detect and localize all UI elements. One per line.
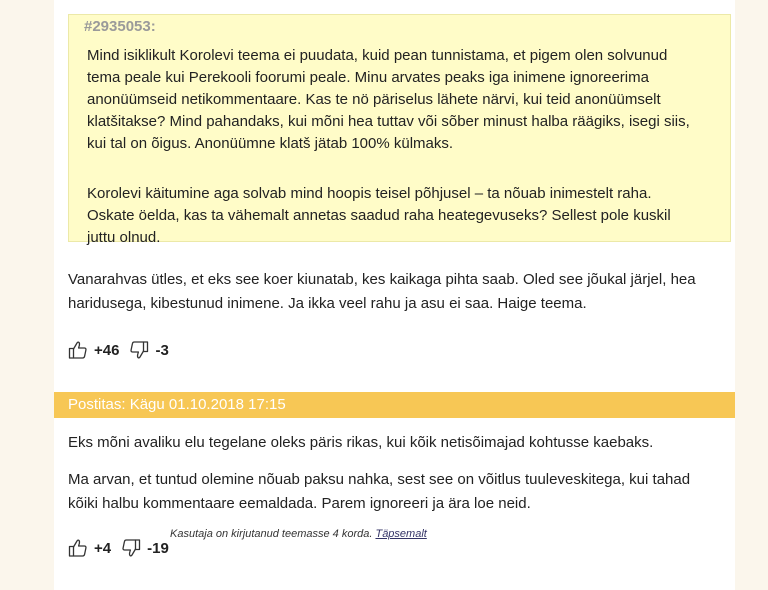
post-count-text: Kasutaja on kirjutanud teemasse 4 korda. bbox=[170, 528, 373, 540]
post-paragraph-1: Eks mõni avaliku elu tegelane oleks päris rikas, kui kõik netisõimajad kohtusse kaebaks. bbox=[68, 434, 654, 451]
quoted-post bbox=[68, 14, 731, 246]
upvote-count: +4 bbox=[94, 539, 112, 557]
post-votes bbox=[68, 340, 179, 360]
thumbs-down-icon[interactable] bbox=[121, 538, 141, 558]
thumbs-up-icon[interactable] bbox=[68, 340, 88, 360]
post-body: Vanarahvas ütles, et eks see koer kiunatab, kes kaikaga pihta saab. Oled see jõukal järjel, hea haridusega, kibestunud inimene. Ja ikka veel rahu ja asu ei saa. Haige teema. bbox=[68, 271, 696, 312]
forum-thread bbox=[54, 0, 735, 590]
details-link[interactable]: Täpsemalt bbox=[375, 528, 427, 540]
post-meta bbox=[170, 528, 427, 540]
post-author-date: Postitas: Kägu 01.10.2018 17:15 bbox=[68, 396, 286, 413]
quote-id[interactable]: #2935053: bbox=[84, 18, 156, 35]
quote-paragraph-1: Mind isiklikult Korolevi teema ei puudata, kuid pean tunnistama, et pigem olen solvunud tema peale kui Perekooli foorumi peale. Minu arvates peaks iga inimene ignoreerima anonüümseid netikommentaare. Kas te nö päriselus lähete närvi, kui teid anonüümselt klatšitakse? Mind pahandaks, kui mõni hea tuttav või sõber minust halba räägiks, isegi siis, kui tal on õigus. Anonüümne klatš jätab 100% külmaks. bbox=[87, 47, 690, 152]
post-header-bar bbox=[54, 392, 735, 418]
post-votes bbox=[68, 538, 179, 558]
quote-paragraph-2: Korolevi käitumine aga solvab mind hoopis teisel põhjusel – ta nõuab inimestelt raha. bbox=[87, 185, 652, 202]
thumbs-down-icon[interactable] bbox=[129, 340, 149, 360]
quote-paragraph-3: Oskate öelda, kas ta vähemalt annetas saadud raha heategevuseks? Sellest pole kuskil juttu olnud. bbox=[87, 207, 671, 246]
thumbs-up-icon[interactable] bbox=[68, 538, 88, 558]
downvote-count: -3 bbox=[155, 341, 169, 359]
downvote-count: -19 bbox=[147, 539, 169, 557]
post-paragraph-2: Ma arvan, et tuntud olemine nõuab paksu nahka, sest see on võitlus tuuleveskitega, kui tahad kõiki halbu kommentaare eemaldada. Parem ignoreeri ja ära loe neid. bbox=[68, 471, 691, 512]
upvote-count: +46 bbox=[94, 341, 120, 359]
